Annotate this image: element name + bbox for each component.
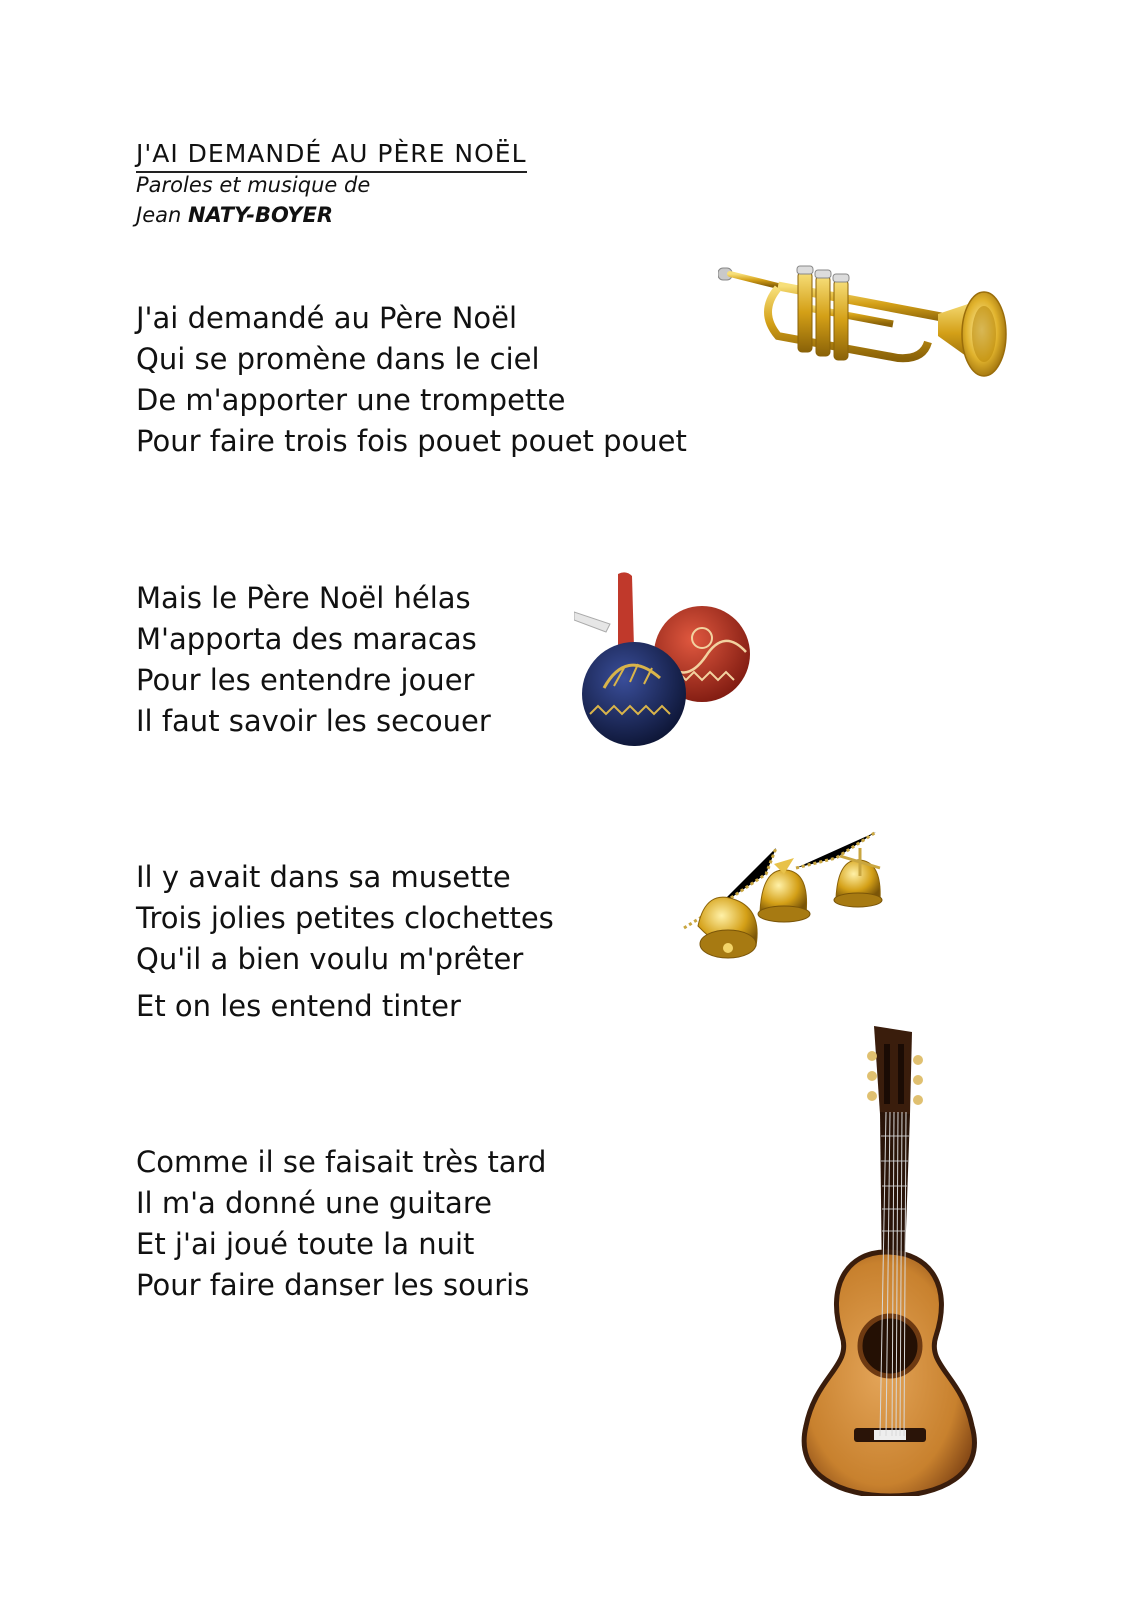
credit-line: Paroles et musique de	[136, 173, 371, 197]
verse-line: Et j'ai joué toute la nuit	[136, 1227, 475, 1261]
verse-line: Pour les entendre jouer	[136, 663, 475, 697]
verse-line: Qu'il a bien voulu m'prêter	[136, 942, 524, 976]
verse-line: Il y avait dans sa musette	[136, 860, 511, 894]
verse-line: Comme il se faisait très tard	[136, 1145, 547, 1179]
verse-line: Il faut savoir les secouer	[136, 704, 491, 738]
verse-line: Il m'a donné une guitare	[136, 1186, 492, 1220]
verse-line: Qui se promène dans le ciel	[136, 342, 540, 376]
verse-line: J'ai demandé au Père Noël	[136, 301, 518, 335]
song-title: J'AI DEMANDÉ AU PÈRE NOËL	[136, 138, 527, 173]
verse-line: Pour faire trois fois pouet pouet pouet	[136, 424, 687, 458]
verse-line: Trois jolies petites clochettes	[136, 901, 554, 935]
verse-3	[136, 857, 554, 1027]
author-last-name: NATY-BOYER	[187, 203, 334, 227]
verse-line: Mais le Père Noël hélas	[136, 581, 471, 615]
verse-4	[136, 1142, 546, 1306]
verse-line: De m'apporter une trompette	[136, 383, 566, 417]
bells-icon	[676, 828, 906, 988]
verse-line: Pour faire danser les souris	[136, 1268, 530, 1302]
verse-1	[136, 298, 687, 462]
maracas-icon	[574, 568, 764, 753]
verse-2	[136, 578, 491, 742]
verse-line: M'apporta des maracas	[136, 622, 477, 656]
credit-author	[136, 202, 333, 228]
guitar-icon	[786, 1026, 986, 1496]
author-first-name: Jean	[136, 203, 182, 227]
verse-line: Et on les entend tinter	[136, 989, 461, 1023]
trumpet-icon	[718, 262, 1028, 392]
